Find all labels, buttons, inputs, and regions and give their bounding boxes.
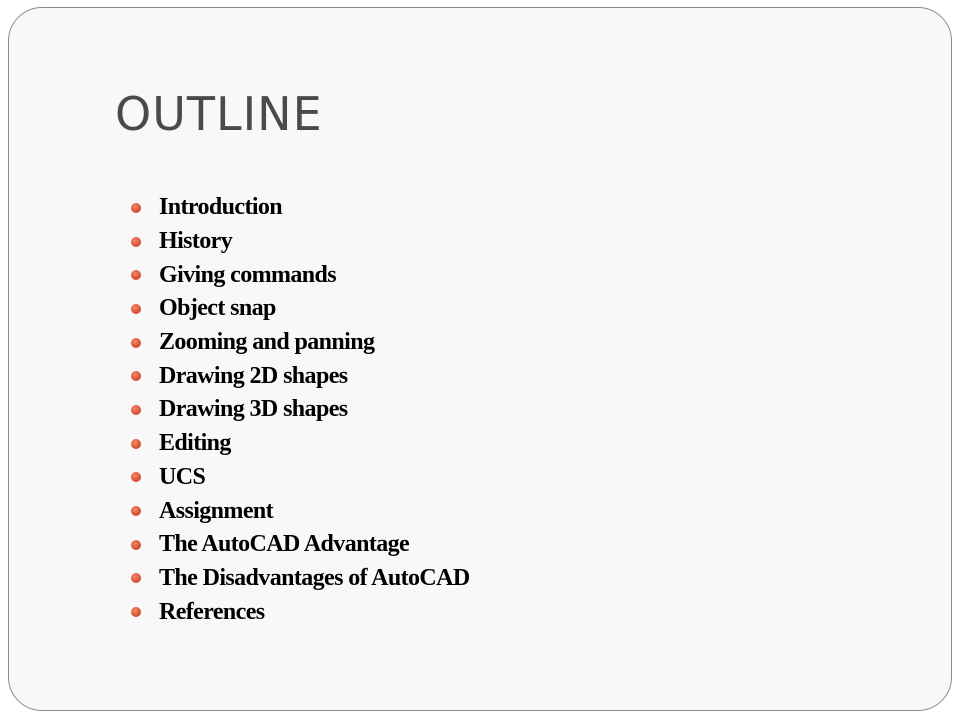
list-item-label: Drawing 3D shapes <box>159 396 348 423</box>
list-item-label: Drawing 2D shapes <box>159 362 348 389</box>
bullet-dot-icon <box>131 338 141 348</box>
list-item-label: References <box>159 598 265 625</box>
list-item <box>131 528 470 562</box>
bullet-dot-icon <box>131 270 141 280</box>
list-item <box>131 393 470 427</box>
list-item-label: Object snap <box>159 295 276 322</box>
list-item-label: UCS <box>159 463 206 490</box>
list-item <box>131 595 470 629</box>
bullet-dot-icon <box>131 472 141 482</box>
list-item-label: History <box>159 228 233 255</box>
list-item <box>131 225 470 259</box>
outline-list <box>131 191 470 629</box>
list-item <box>131 461 470 495</box>
list-item-label: Zooming and panning <box>159 329 375 356</box>
list-item-label: Editing <box>159 430 231 457</box>
bullet-dot-icon <box>131 439 141 449</box>
bullet-dot-icon <box>131 371 141 381</box>
list-item-label: The Disadvantages of AutoCAD <box>159 564 470 591</box>
bullet-dot-icon <box>131 540 141 550</box>
bullet-dot-icon <box>131 573 141 583</box>
list-item <box>131 562 470 596</box>
list-item <box>131 427 470 461</box>
slide <box>8 7 952 711</box>
bullet-dot-icon <box>131 607 141 617</box>
list-item-label: Introduction <box>159 194 283 221</box>
list-item <box>131 191 470 225</box>
list-item <box>131 494 470 528</box>
list-item-label: The AutoCAD Advantage <box>159 531 410 558</box>
bullet-dot-icon <box>131 506 141 516</box>
list-item <box>131 292 470 326</box>
list-item-label: Giving commands <box>159 261 337 288</box>
list-item <box>131 359 470 393</box>
bullet-dot-icon <box>131 405 141 415</box>
list-item <box>131 326 470 360</box>
bullet-dot-icon <box>131 203 141 213</box>
list-item-label: Assignment <box>159 497 274 524</box>
bullet-dot-icon <box>131 237 141 247</box>
bullet-dot-icon <box>131 304 141 314</box>
list-item <box>131 258 470 292</box>
slide-title: OUTLINE <box>115 87 323 141</box>
